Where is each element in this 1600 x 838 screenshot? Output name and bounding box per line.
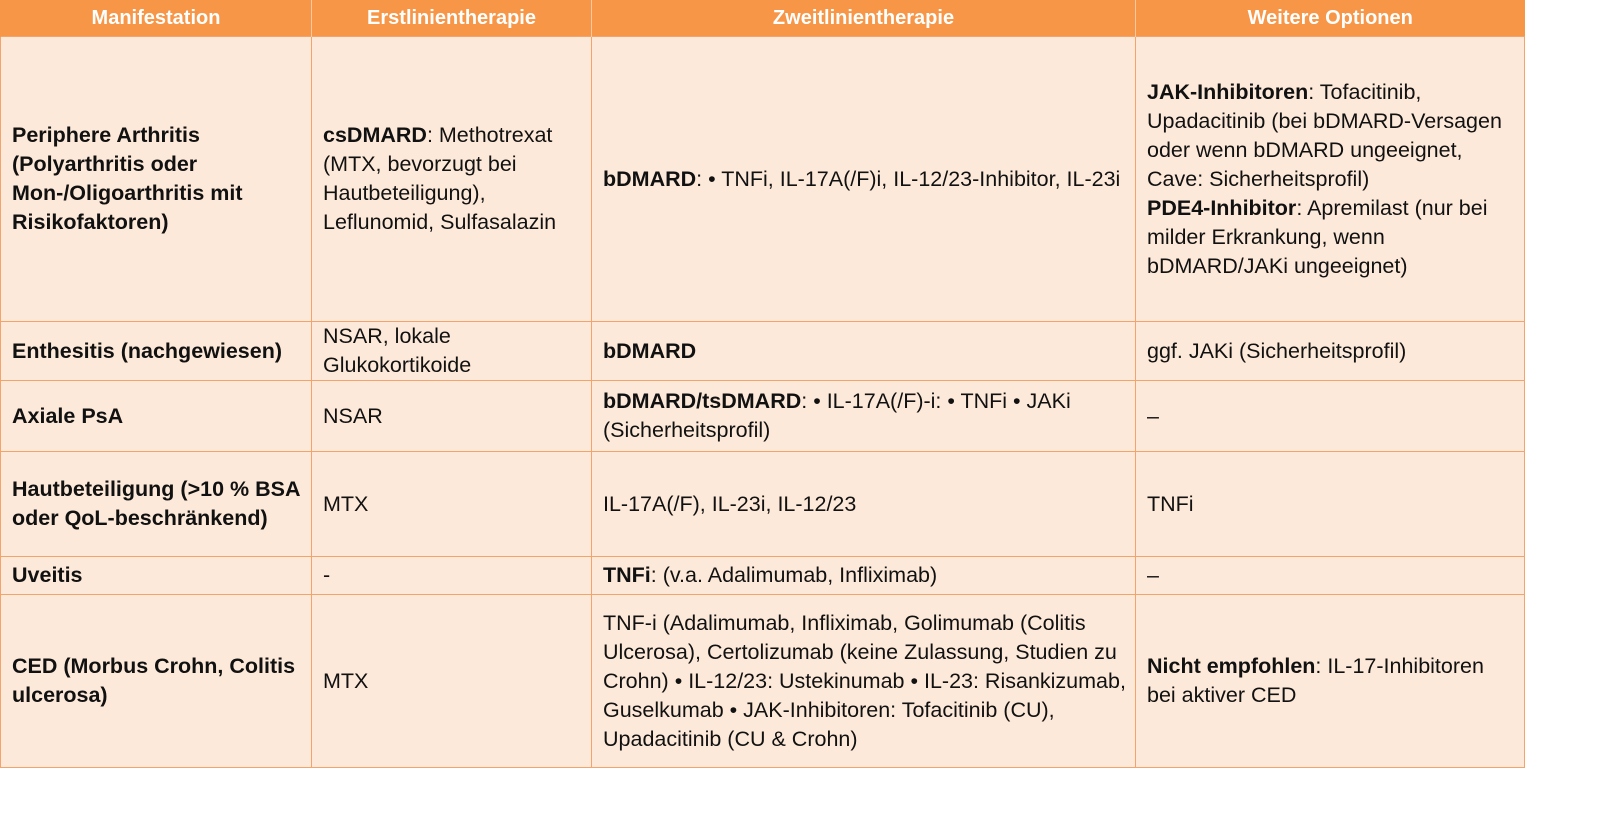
first-line-cell: [312, 37, 592, 322]
first-line-cell: MTX: [312, 595, 592, 768]
second-line-cell: TNF-i (Adalimumab, Infliximab, Golimumab (Colitis Ulcerosa), Certolizumab (keine Zulassung, Studien zu Crohn) • IL-12/23: Ustekinumab • IL-23: Risankizumab, Guselkumab • JAK-Inhibitoren: Tofacitinib (CU), Upadacitinib (CU & Crohn): [592, 595, 1136, 768]
option-pde4: [1147, 194, 1516, 281]
drug-class: bDMARD: [603, 338, 697, 363]
manifestation-cell: Periphere Arthritis (Polyarthritis oder Mon-/Oligoarthritis mit Risikofaktoren): [1, 37, 312, 322]
further-options-cell: –: [1136, 381, 1525, 452]
cell-text: : • TNFi, IL-17A(/F)i, IL-12/23-Inhibitor, IL-23i: [696, 166, 1121, 191]
cell-text: : Apremilast (nur bei milder Erkrankung, wenn bDMARD/JAKi ungeeignet): [1147, 195, 1488, 278]
further-options-cell: –: [1136, 557, 1525, 595]
second-line-cell: IL-17A(/F), IL-23i, IL-12/23: [592, 452, 1136, 557]
drug-class: csDMARD: [323, 123, 427, 147]
table-row: [1, 322, 1525, 381]
drug-class: TNFi: [603, 563, 651, 587]
first-line-cell: MTX: [312, 452, 592, 557]
option-jak: [1147, 78, 1516, 194]
manifestation-cell: Enthesitis (nachgewiesen): [1, 322, 312, 381]
cell-text: : Methotrexat (MTX, bevorzugt bei Hautbeteiligung), Leflunomid, Sulfasalazin: [323, 123, 557, 234]
cell-text: : IL-17-Inhibitoren bei aktiver CED: [1147, 654, 1484, 707]
header-row: [1, 0, 1525, 37]
cell-text: : (v.a. Adalimumab, Infliximab): [650, 563, 938, 587]
drug-class: JAK-Inhibitoren: [1147, 79, 1309, 104]
second-line-cell: [592, 37, 1136, 322]
cell-text: : • IL-17A(/F)-i: • TNFi • JAKi (Sicherheitsprofil): [603, 389, 1071, 442]
header-further-options: Weitere Optionen: [1136, 0, 1525, 37]
further-options-cell: ggf. JAKi (Sicherheitsprofil): [1136, 322, 1525, 381]
manifestation-cell: Hautbeteiligung (>10 % BSA oder QoL-beschränkend): [1, 452, 312, 557]
drug-class: bDMARD/tsDMARD: [603, 389, 802, 413]
header-first-line: Erstlinientherapie: [312, 0, 592, 37]
header-second-line: Zweitlinientherapie: [592, 0, 1136, 37]
manifestation-cell: Axiale PsA: [1, 381, 312, 452]
drug-class: bDMARD: [603, 166, 697, 191]
table-row: [1, 381, 1525, 452]
header-manifestation: Manifestation: [1, 0, 312, 37]
first-line-cell: NSAR: [312, 381, 592, 452]
table-row: [1, 557, 1525, 595]
second-line-cell: [592, 322, 1136, 381]
further-options-cell: [1136, 37, 1525, 322]
table-row: [1, 37, 1525, 322]
drug-class: Nicht empfohlen: [1147, 654, 1316, 678]
manifestation-cell: Uveitis: [1, 557, 312, 595]
further-options-cell: TNFi: [1136, 452, 1525, 557]
table-row: [1, 595, 1525, 768]
manifestation-cell: CED (Morbus Crohn, Colitis ulcerosa): [1, 595, 312, 768]
first-line-cell: NSAR, lokale Glukokortikoide: [312, 322, 592, 381]
cell-text: : Tofacitinib, Upadacitinib (bei bDMARD-Versagen oder wenn bDMARD ungeeignet, Cave: Sicherheitsprofil): [1147, 79, 1502, 191]
drug-class: PDE4-Inhibitor: [1147, 195, 1297, 220]
further-options-cell: [1136, 595, 1525, 768]
first-line-cell: -: [312, 557, 592, 595]
second-line-cell: [592, 381, 1136, 452]
second-line-cell: [592, 557, 1136, 595]
table-row: [1, 452, 1525, 557]
